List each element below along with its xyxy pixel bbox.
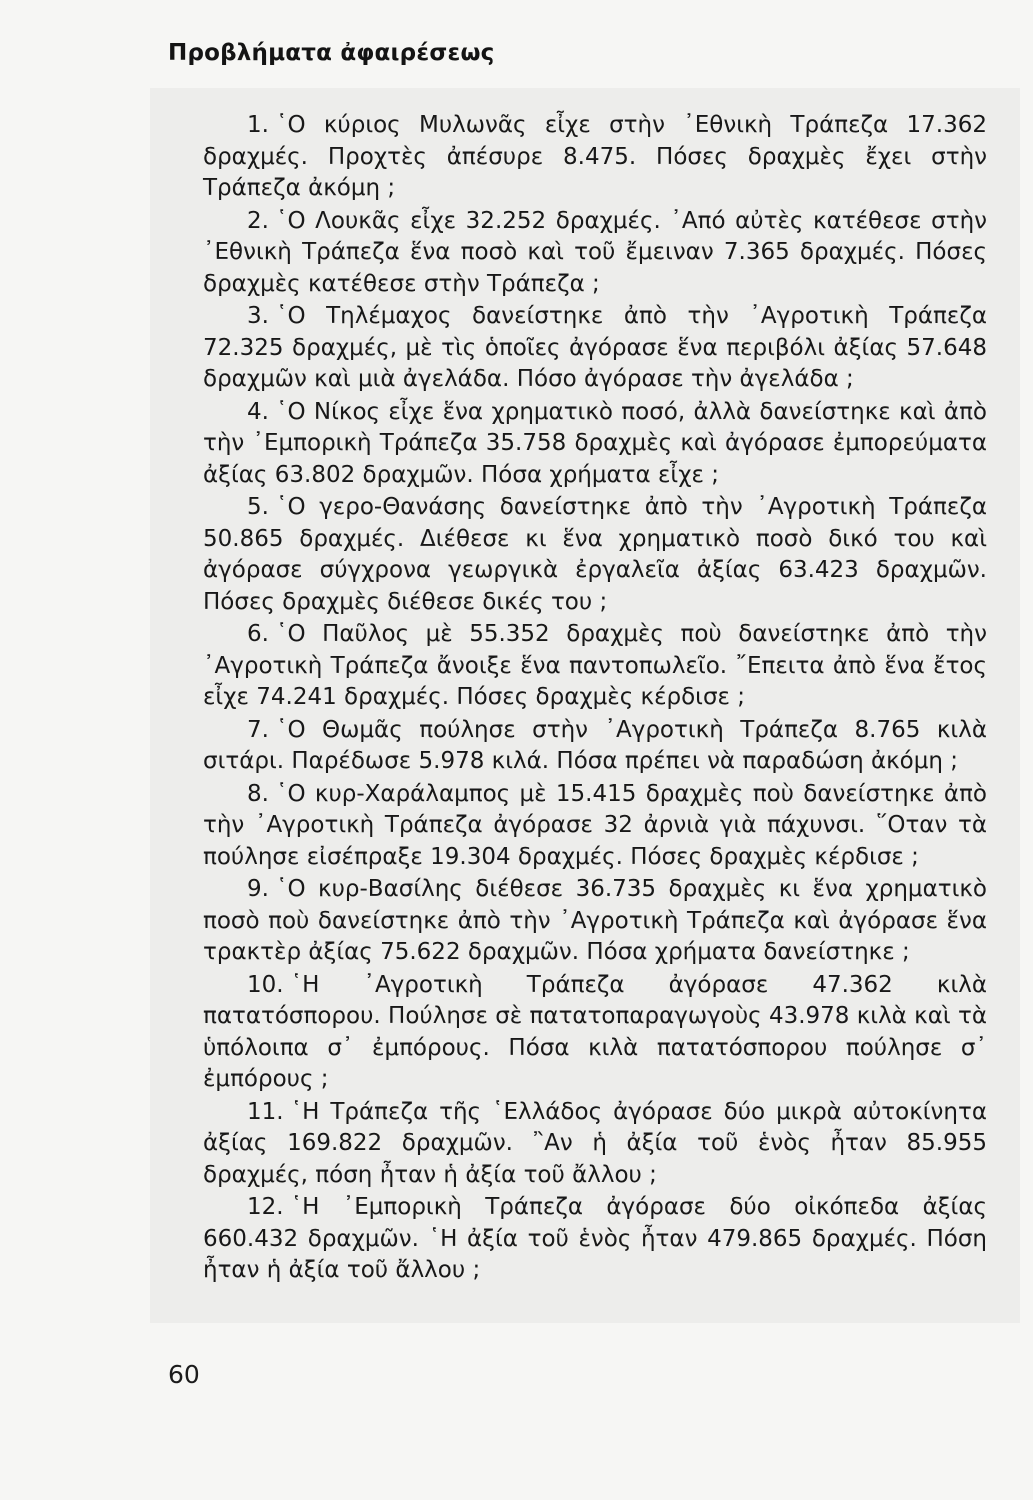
problem-number: 3. [247,303,269,329]
problem-number: 7. [247,716,269,743]
problem-number: 5. [247,494,269,520]
problem-text: ῾Η ᾿Εμπορικὴ Τράπεζα ἀγόρασε δύο οἰκόπεδα ἀξίας 660.432 δραχμῶν. ῾Η ἀξία τοῦ ἑνὸς ἦταν 479.865 δραχμές. Πόση ἦταν ἡ ἀξία τοῦ ἄλλου ; [203,1194,987,1283]
problem-number: 1. [247,112,269,138]
problem-item [203,779,987,874]
problem-number: 9. [247,876,269,902]
problem-item [203,110,987,205]
problem-item [203,301,987,396]
problem-number: 2. [247,207,269,234]
problem-item [203,1097,987,1192]
problem-item [203,874,987,969]
problem-item [203,715,987,778]
problem-number: 10. [247,971,284,998]
problem-text: ῾Ο κυρ-Βασίλης διέθεσε 36.735 δραχμὲς κι ἕνα χρηματικὸ ποσὸ ποὺ δανείστηκε ἀπὸ τὴν ᾿Αγροτικὴ Τράπεζα καὶ ἀγόρασε ἕνα τρακτὲρ ἀξίας 75.622 δραχμῶν. Πόσα χρήματα δανείστηκε ; [203,876,987,965]
problem-number: 8. [247,780,269,807]
problem-item [203,970,987,1096]
problem-number: 6. [247,621,269,647]
problem-item [203,492,987,618]
problem-text: ῾Η Τράπεζα τῆς ῾Ελλάδος ἀγόρασε δύο μικρὰ αὐτοκίνητα ἀξίας 169.822 δραχμῶν. ῍Αν ἡ ἀξία τοῦ ἑνὸς ἦταν 85.955 δραχμές, πόση ἦταν ἡ ἀξία τοῦ ἄλλου ; [203,1098,987,1188]
problem-text: ῾Ο Θωμᾶς πούλησε στὴν ᾿Αγροτικὴ Τράπεζα 8.765 κιλὰ σιτάρι. Παρέδωσε 5.978 κιλά. Πόσα πρέπει νὰ παραδώση ἀκόμη ; [203,716,987,774]
page-number: 60 [168,1360,200,1389]
problem-number: 12. [247,1194,284,1220]
problem-item [203,619,987,714]
problem-item [203,1192,987,1287]
problem-text: ῾Ο Λουκᾶς εἶχε 32.252 δραχμές. ᾿Από αὐτὲς κατέθεσε στὴν ᾿Εθνικὴ Τράπεζα ἕνα ποσὸ καὶ τοῦ ἔμειναν 7.365 δραχμές. Πόσες δραχμὲς κατέθεσε στὴν Τράπεζα ; [203,207,987,297]
problem-text: ῾Ο Παῦλος μὲ 55.352 δραχμὲς ποὺ δανείστηκε ἀπὸ τὴν ᾿Αγροτικὴ Τράπεζα ἄνοιξε ἕνα παντοπωλεῖο. ῎Επειτα ἀπὸ ἕνα ἔτος εἶχε 74.241 δραχμές. Πόσες δραχμὲς κέρδισε ; [203,621,987,710]
problem-text: ῾Ο Νίκος εἶχε ἕνα χρηματικὸ ποσό, ἀλλὰ δανείστηκε καὶ ἀπὸ τὴν ᾿Εμπορικὴ Τράπεζα 35.758 δραχμὲς καὶ ἀγόρασε ἐμπορεύματα ἀξίας 63.802 δραχμῶν. Πόσα χρήματα εἶχε ; [203,398,987,488]
page-heading: Προβλήματα ἀφαιρέσεως [168,40,495,66]
problem-text: ῾Ο κυρ-Χαράλαμπος μὲ 15.415 δραχμὲς ποὺ δανείστηκε ἀπὸ τὴν ᾿Αγροτικὴ Τράπεζα ἀγόρασε 32 ἀρνιὰ γιὰ πάχυνσι. ῞Οταν τὰ πούλησε εἰσέπραξε 19.304 δραχμές. Πόσες δραχμὲς κέρδισε ; [203,780,987,870]
problem-text: ῾Ο κύριος Μυλωνᾶς εἶχε στὴν ᾿Εθνικὴ Τράπεζα 17.362 δραχμές. Προχτὲς ἀπέσυρε 8.475. Πόσες δραχμὲς ἔχει στὴν Τράπεζα ἀκόμη ; [203,112,987,201]
problem-item [203,397,987,492]
problem-text: ῾Ο Τηλέμαχος δανείστηκε ἀπὸ τὴν ᾿Αγροτικὴ Τράπεζα 72.325 δραχμές, μὲ τὶς ὁποῖες ἀγόρασε ἕνα περιβόλι ἀξίας 57.648 δραχμῶν καὶ μιὰ ἀγελάδα. Πόσο ἀγόρασε τὴν ἀγελάδα ; [203,303,987,392]
problem-list [203,110,987,1288]
problem-text: ῾Η ᾿Αγροτικὴ Τράπεζα ἀγόρασε 47.362 κιλὰ πατατόσπορου. Πούλησε σὲ πατατοπαραγωγοὺς 43.978 κιλὰ καὶ τὰ ὑπόλοιπα σ᾿ ἐμπόρους. Πόσα κιλὰ πατατόσπορου πούλησε σ᾿ ἐμπόρους ; [203,971,987,1092]
problem-number: 11. [247,1098,284,1125]
problem-item [203,206,987,301]
problem-number: 4. [247,398,269,425]
problem-text: ῾Ο γερο-Θανάσης δανείστηκε ἀπὸ τὴν ᾿Αγροτικὴ Τράπεζα 50.865 δραχμές. Διέθεσε κι ἕνα χρηματικὸ ποσὸ δικό του καὶ ἀγόρασε σύγχρονα γεωργικὰ ἐργαλεῖα ἀξίας 63.423 δραχμῶν. Πόσες δραχμὲς διέθεσε δικές του ; [203,494,987,615]
